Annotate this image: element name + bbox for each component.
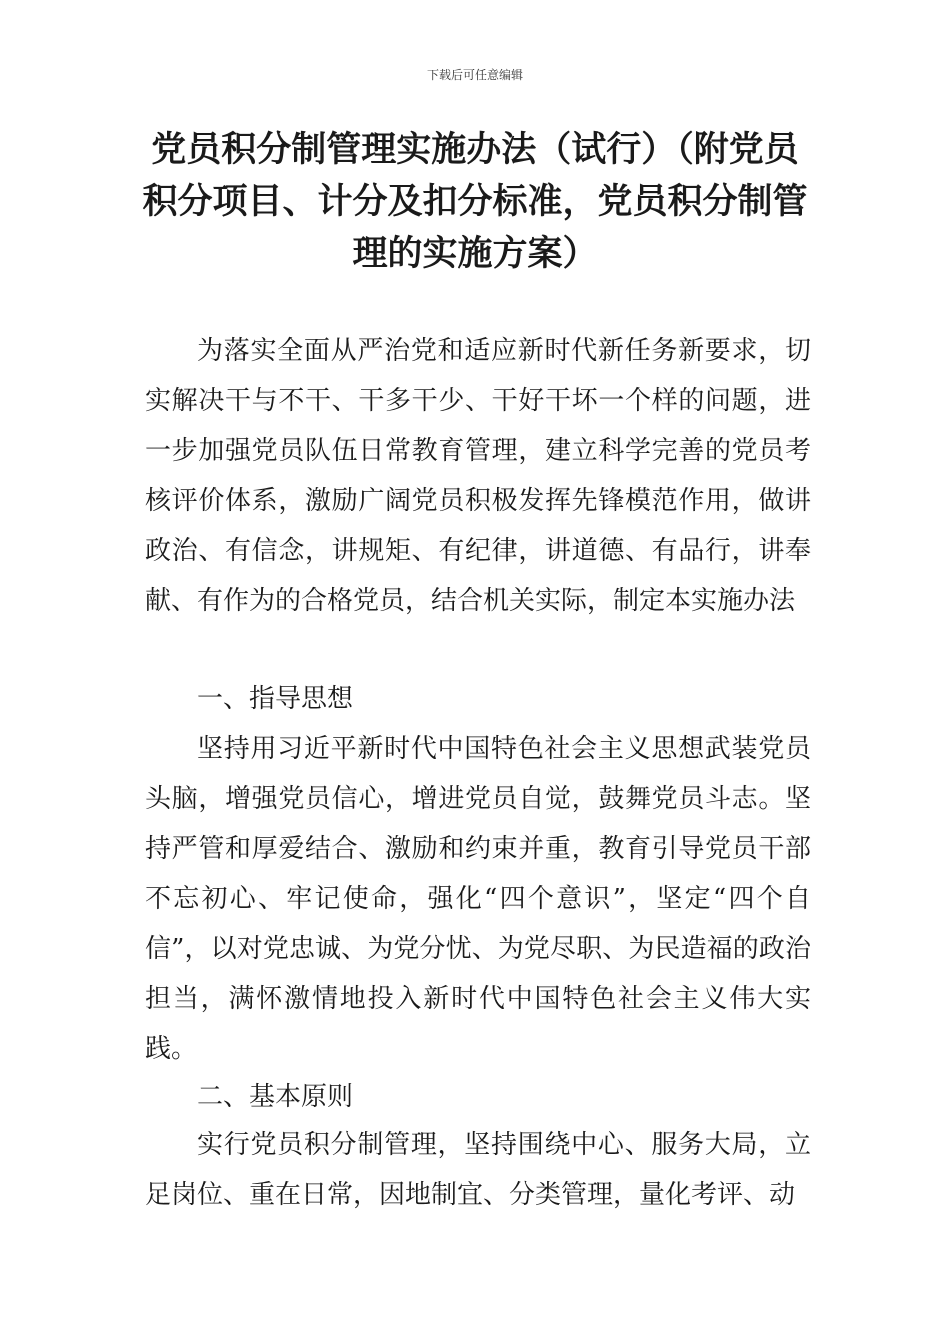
section-1-paragraph: 坚持用习近平新时代中国特色社会主义思想武装党员头脑，增强党员信心，增进党员自觉，鼓舞党员斗志。坚持严管和厚爱结合、激励和约束并重，教育引导党员干部不忘初心、牢记使命，强化“四个意识”，坚定“四个自信”，以对党忠诚、为党分忧、为党尽职、为民造福的政治担当，满怀激情地投入新时代中国特色社会主义伟大实践。 — [145, 734, 811, 1064]
section-2-body — [145, 1120, 811, 1220]
section-1-heading: 一、指导思想 — [197, 684, 354, 714]
section-2-paragraph: 实行党员积分制管理，坚持围绕中心、服务大局，立足岗位、重在日常，因地制宜、分类管理，量化考评、动 — [145, 1130, 811, 1210]
section-2 — [145, 1072, 811, 1122]
section-2-heading: 二、基本原则 — [197, 1082, 354, 1112]
document-title: 党员积分制管理实施办法（试行）（附党员积分项目、计分及扣分标准，党员积分制管理的实施方案） — [142, 130, 808, 274]
intro-paragraph: 为落实全面从严治党和适应新时代新任务新要求，切实解决干与不干、干多干少、干好干坏一个样的问题，进一步加强党员队伍日常教育管理，建立科学完善的党员考核评价体系，激励广阔党员积极发挥先锋模范作用，做讲政治、有信念，讲规矩、有纪律，讲道德、有品行，讲奉献、有作为的合格党员，结合机关实际，制定本实施办法 — [145, 336, 811, 616]
header-note: 下载后可任意编辑 — [426, 68, 523, 82]
intro-section — [145, 326, 811, 626]
section-1 — [145, 674, 811, 724]
section-1-body — [145, 724, 811, 1074]
